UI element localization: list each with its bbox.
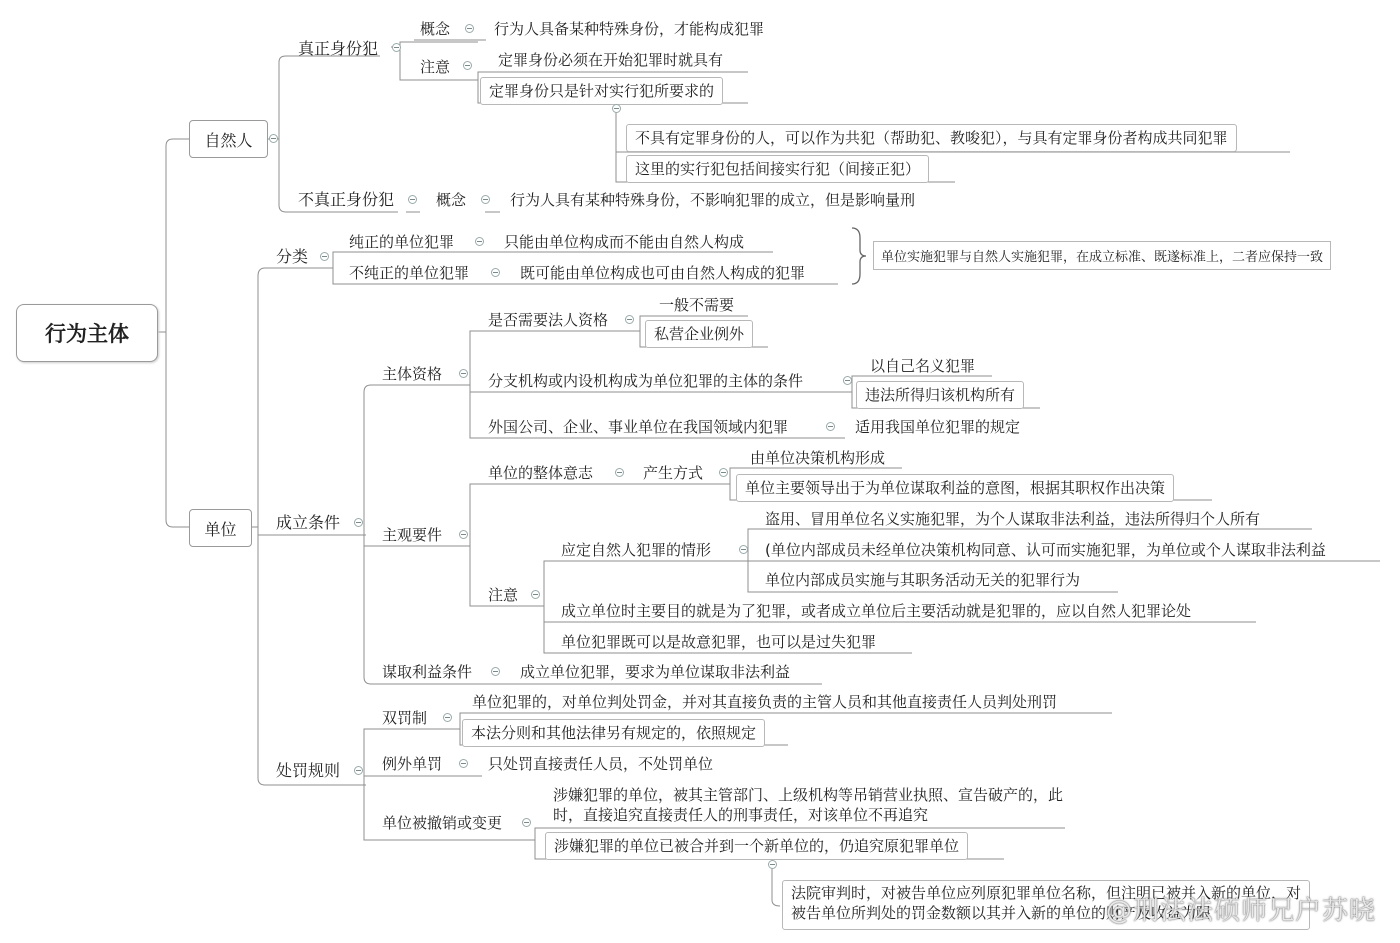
node-leader-decision[interactable]: 单位主要领导出于为单位谋取利益的意图，根据其职权作出决策 bbox=[736, 474, 1174, 502]
node-brace-summary[interactable]: 单位实施犯罪与自然人实施犯罪，在成立标准、既遂标准上，二者应保持一致 bbox=[873, 241, 1331, 270]
node-single-penalty[interactable]: 例外单罚 bbox=[382, 755, 443, 773]
node-indirect-principal[interactable]: 这里的实行犯包括间接实行犯（间接正犯） bbox=[626, 155, 929, 183]
node-pure-desc[interactable]: 只能由单位构成而不能由自然人构成 bbox=[504, 233, 745, 251]
node-case-unrelated-duties[interactable]: 单位内部成员实施与其职务活动无关的犯罪行为 bbox=[765, 571, 1081, 589]
collapse-icon[interactable] bbox=[612, 104, 621, 113]
node-intent-or-negligence[interactable]: 单位犯罪既可以是故意犯罪，也可以是过失犯罪 bbox=[561, 633, 877, 651]
collapse-icon[interactable] bbox=[269, 134, 278, 143]
collapse-icon[interactable] bbox=[320, 252, 329, 261]
node-impure-unit-crime[interactable]: 不纯正的单位犯罪 bbox=[349, 264, 470, 282]
node-accomplice-rule[interactable]: 不具有定罪身份的人，可以作为共犯（帮助犯、教唆犯），与具有定罪身份者构成共同犯罪 bbox=[626, 124, 1237, 152]
collapse-icon[interactable] bbox=[739, 545, 748, 554]
collapse-icon[interactable] bbox=[408, 195, 417, 204]
collapse-icon[interactable] bbox=[475, 237, 484, 246]
node-benefit-condition[interactable]: 谋取利益条件 bbox=[382, 663, 473, 681]
node-pure-unit-crime[interactable]: 纯正的单位犯罪 bbox=[349, 233, 455, 251]
node-branch-conditions[interactable]: 分支机构或内设机构成为单位犯罪的主体的条件 bbox=[488, 372, 804, 390]
node-foreign-entity[interactable]: 外国公司、企业、事业单位在我国领域内犯罪 bbox=[488, 418, 789, 436]
collapse-icon[interactable] bbox=[768, 860, 777, 869]
node-dual-penalty[interactable]: 双罚制 bbox=[382, 709, 428, 727]
collapse-icon[interactable] bbox=[443, 713, 452, 722]
node-true-identity-concept[interactable]: 行为人具备某种特殊身份，才能构成犯罪 bbox=[494, 20, 765, 38]
node-formation-mode[interactable]: 产生方式 bbox=[643, 464, 704, 482]
node-note-1[interactable]: 定罪身份必须在开始犯罪时就具有 bbox=[498, 51, 724, 69]
collapse-icon[interactable] bbox=[531, 590, 540, 599]
node-single-penalty-desc[interactable]: 只处罚直接责任人员，不处罚单位 bbox=[488, 755, 714, 773]
node-subjective-element[interactable]: 主观要件 bbox=[382, 526, 443, 544]
collapse-icon[interactable] bbox=[491, 268, 500, 277]
node-natural-person[interactable]: 自然人 bbox=[189, 120, 268, 158]
collapse-icon[interactable] bbox=[491, 667, 500, 676]
collapse-icon[interactable] bbox=[354, 766, 363, 775]
node-illegal-gains-owned[interactable]: 违法所得归该机构所有 bbox=[856, 381, 1024, 409]
collapse-icon[interactable] bbox=[465, 24, 474, 33]
node-dual-penalty-rule[interactable]: 单位犯罪的，对单位判处罚金，并对其直接负责的主管人员和其他直接责任人员判处刑罚 bbox=[472, 693, 1058, 711]
node-decision-body[interactable]: 由单位决策机构形成 bbox=[750, 449, 886, 467]
node-crime-purpose-unit[interactable]: 成立单位时主要目的就是为了犯罪，或者成立单位后主要活动就是犯罪的，应以自然人犯罪论处 bbox=[561, 602, 1192, 620]
node-own-name[interactable]: 以自己名义犯罪 bbox=[870, 357, 976, 375]
collapse-icon[interactable] bbox=[719, 468, 728, 477]
node-case-unauthorized[interactable]: (单位内部成员未经单位决策机构同意、认可而实施犯罪，为单位或个人谋取非法利益 bbox=[765, 541, 1326, 559]
node-apply-domestic-rule[interactable]: 适用我国单位犯罪的规定 bbox=[855, 418, 1021, 436]
watermark: @刑法法硕师兄户苏晓 bbox=[1106, 896, 1377, 926]
collapse-icon[interactable] bbox=[463, 61, 472, 70]
node-private-enterprise-exception[interactable]: 私营企业例外 bbox=[645, 320, 753, 348]
node-court-trial-rule[interactable]: 法院审判时，对被告单位应列原犯罪单位名称，但注明已被并入新的单位，对被告单位所判处的罚金数额以其并入新的单位的财产及收益为限 bbox=[782, 880, 1310, 930]
collapse-icon[interactable] bbox=[481, 195, 490, 204]
node-impure-desc[interactable]: 既可能由单位构成也可由自然人构成的犯罪 bbox=[520, 264, 806, 282]
node-unit[interactable]: 单位 bbox=[189, 509, 252, 547]
collapse-icon[interactable] bbox=[843, 376, 852, 385]
node-conditions[interactable]: 成立条件 bbox=[276, 513, 341, 532]
collapse-icon[interactable] bbox=[459, 369, 468, 378]
node-natural-person-cases[interactable]: 应定自然人犯罪的情形 bbox=[561, 541, 712, 559]
node-benefit-desc[interactable]: 成立单位犯罪，要求为单位谋取非法利益 bbox=[520, 663, 791, 681]
node-true-identity-crime[interactable]: 真正身份犯 bbox=[298, 39, 379, 58]
node-subject-qualification[interactable]: 主体资格 bbox=[382, 365, 443, 383]
root-node[interactable]: 行为主体 bbox=[16, 304, 158, 362]
collapse-icon[interactable] bbox=[392, 43, 401, 52]
collapse-icon[interactable] bbox=[826, 422, 835, 431]
node-note[interactable]: 注意 bbox=[488, 586, 519, 604]
collapse-icon[interactable] bbox=[354, 518, 363, 527]
collapse-icon[interactable] bbox=[522, 818, 531, 827]
node-revoked-case[interactable]: 涉嫌犯罪的单位，被其主管部门、上级机构等吊销营业执照、宣告破产的，此时，直接追究直接责任人的刑事责任，对该单位不再追究 bbox=[553, 786, 1064, 824]
node-case-misuse-name[interactable]: 盗用、冒用单位名义实施犯罪，为个人谋取非法利益，违法所得归个人所有 bbox=[765, 510, 1261, 528]
node-concept[interactable]: 概念 bbox=[420, 20, 451, 38]
node-classification[interactable]: 分类 bbox=[276, 247, 309, 266]
node-special-provisions[interactable]: 本法分则和其他法律另有规定的，依照规定 bbox=[462, 719, 765, 747]
node-concept[interactable]: 概念 bbox=[436, 191, 467, 209]
node-note[interactable]: 注意 bbox=[420, 58, 451, 76]
node-legal-person-question[interactable]: 是否需要法人资格 bbox=[488, 311, 609, 329]
node-false-identity-crime[interactable]: 不真正身份犯 bbox=[298, 190, 395, 209]
collapse-icon[interactable] bbox=[459, 530, 468, 539]
node-false-identity-concept[interactable]: 行为人具有某种特殊身份，不影响犯罪的成立，但是影响量刑 bbox=[510, 191, 916, 209]
collapse-icon[interactable] bbox=[459, 759, 468, 768]
node-generally-not-required[interactable]: 一般不需要 bbox=[659, 296, 735, 314]
node-merged-case[interactable]: 涉嫌犯罪的单位已被合并到一个新单位的，仍追究原犯罪单位 bbox=[545, 832, 968, 860]
node-note-2[interactable]: 定罪身份只是针对实行犯所要求的 bbox=[480, 77, 723, 105]
node-penalty-rules[interactable]: 处罚规则 bbox=[276, 761, 341, 780]
node-unit-revoked[interactable]: 单位被撤销或变更 bbox=[382, 814, 503, 832]
collapse-icon[interactable] bbox=[625, 315, 634, 324]
collapse-icon[interactable] bbox=[615, 468, 624, 477]
node-overall-will[interactable]: 单位的整体意志 bbox=[488, 464, 594, 482]
